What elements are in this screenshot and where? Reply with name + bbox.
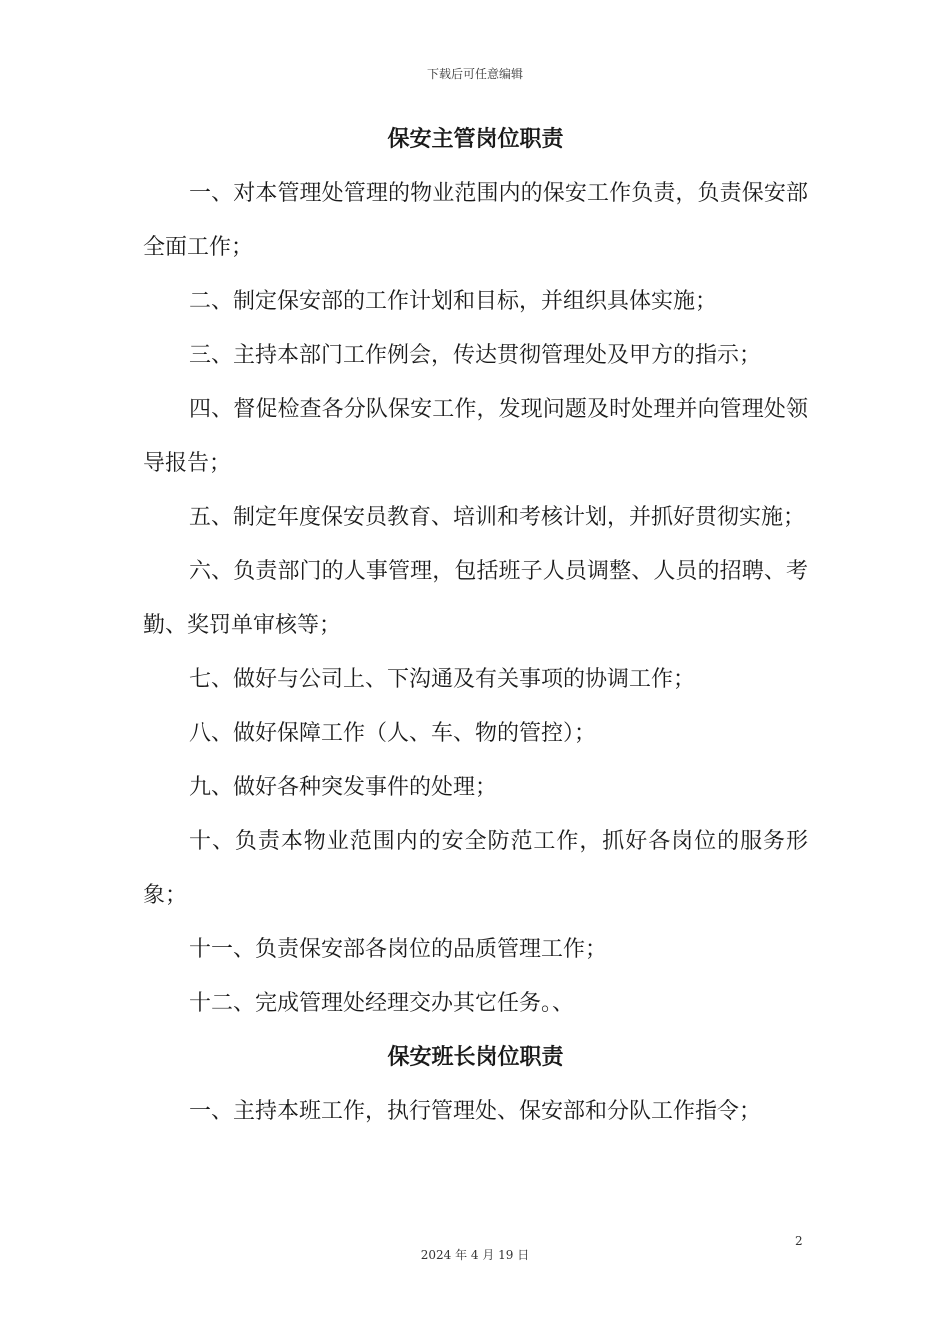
footer-date: 2024 年 4 月 19 日 xyxy=(420,1248,530,1262)
supervisor-clause-12: 十二、完成管理处经理交办其它任务。、 xyxy=(189,991,575,1016)
page-number: 2 xyxy=(795,1234,803,1248)
supervisor-clause-10: 十、负责本物业范围内的安全防范工作，抓好各岗位的服务形象； xyxy=(143,829,808,908)
supervisor-clause-9: 九、做好各种突发事件的处理； xyxy=(189,775,498,800)
supervisor-clause-7: 七、做好与公司上、下沟通及有关事项的协调工作； xyxy=(189,667,696,692)
supervisor-clause-1: 一、对本管理处管理的物业范围内的保安工作负责，负责保安部全面工作； xyxy=(143,181,808,260)
supervisor-clause-11: 十一、负责保安部各岗位的品质管理工作； xyxy=(189,937,608,962)
section-title-squad-leader: 保安班长岗位职责 xyxy=(387,1045,564,1070)
supervisor-clause-4: 四、督促检查各分队保安工作，发现问题及时处理并向管理处领导报告； xyxy=(143,397,808,476)
page-header: 下载后可任意编辑 xyxy=(426,67,523,81)
supervisor-clause-3: 三、主持本部门工作例会，传达贯彻管理处及甲方的指示； xyxy=(189,343,762,368)
supervisor-clause-2: 二、制定保安部的工作计划和目标，并组织具体实施； xyxy=(189,289,718,314)
section-title-supervisor: 保安主管岗位职责 xyxy=(387,127,564,152)
document-body xyxy=(143,113,808,1139)
supervisor-clause-6: 六、负责部门的人事管理，包括班子人员调整、人员的招聘、考勤、奖罚单审核等； xyxy=(143,559,808,638)
squad-leader-clause-1: 一、主持本班工作，执行管理处、保安部和分队工作指令； xyxy=(189,1099,762,1124)
supervisor-clause-8: 八、做好保障工作（人、车、物的管控）； xyxy=(189,721,597,746)
supervisor-clause-5: 五、制定年度保安员教育、培训和考核计划，并抓好贯彻实施； xyxy=(189,505,806,530)
